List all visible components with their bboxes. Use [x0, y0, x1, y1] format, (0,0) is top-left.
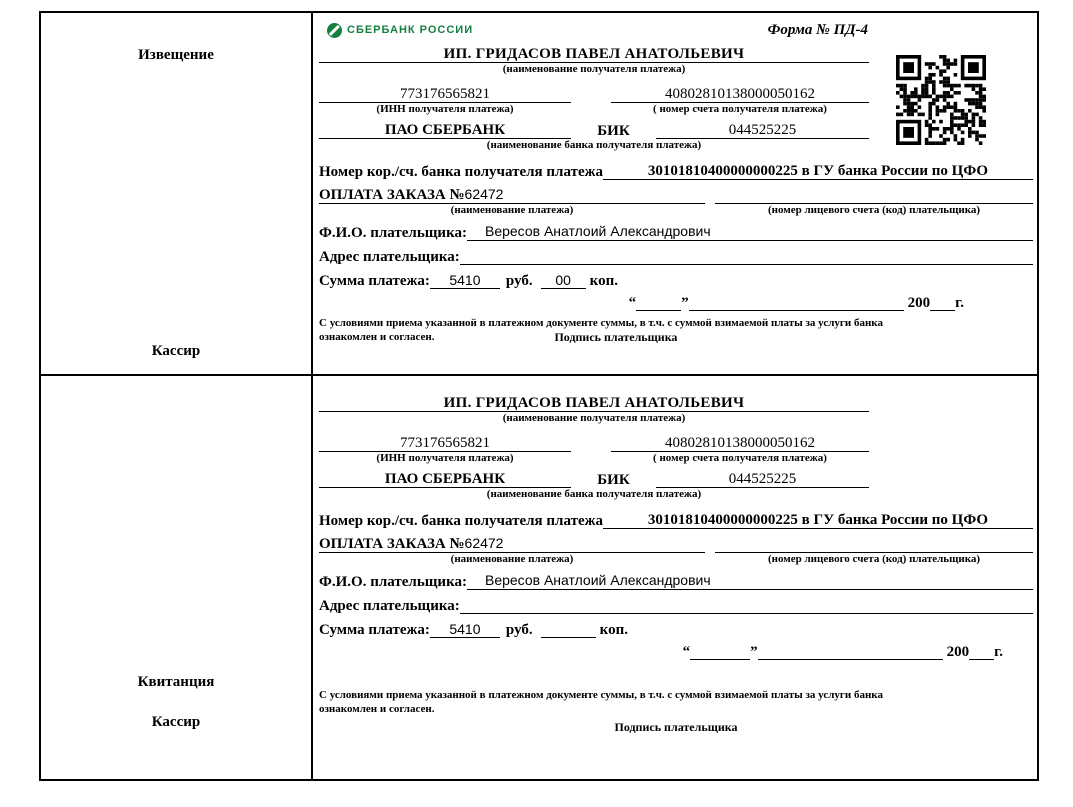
payment-name-line [319, 187, 705, 205]
year-prefix: 200 [907, 294, 931, 311]
terms-line2: ознакомлен и согласен. [319, 703, 435, 715]
payment-caption: (наименование платежа) [450, 204, 574, 216]
terms-line2: ознакомлен и согласен. [319, 331, 435, 343]
payer-address-label: Адрес плательщика: [319, 248, 460, 265]
payer-address-value [460, 264, 1033, 265]
recipient-caption: (наименование получателя платежа) [502, 412, 686, 424]
payer-name-value: Вересов Анатлоий Александрович [467, 224, 1033, 242]
recipient-caption: (наименование получателя платежа) [502, 63, 686, 75]
bik-label: БИК [597, 471, 630, 488]
receipt-cashier-label: Кассир [151, 714, 201, 730]
date-year-blank [969, 659, 994, 660]
bik-label: БИК [597, 122, 630, 139]
recipient-account: 40802810138000050162 [611, 86, 869, 104]
terms-text [319, 316, 979, 344]
kop-label: коп. [599, 621, 628, 638]
amount-label: Сумма платежа: [319, 272, 430, 289]
year-prefix: 200 [946, 643, 970, 660]
terms-line1: С условиями приема указанной в платежном документе суммы, в т.ч. с суммой взимаемой платы за услуги банка [319, 689, 883, 701]
notice-cashier-label: Кассир [151, 343, 201, 359]
sberbank-logo-icon [327, 23, 342, 38]
terms-line1: С условиями приема указанной в платежном документе суммы, в т.ч. с суммой взимаемой платы за услуги банка [319, 317, 883, 329]
sberbank-logo-text: СБЕРБАНК РОССИИ [347, 23, 474, 36]
personal-account-caption: (номер лицевого счета (код) плательщика) [767, 204, 981, 216]
bank-name: ПАО СБЕРБАНК [319, 471, 571, 489]
signature-label: Подпись плательщика [554, 330, 678, 344]
account-caption: ( номер счета получателя платежа) [653, 103, 827, 115]
corr-account-label: Номер кор./сч. банка получателя платежа [319, 512, 603, 529]
date-year-blank [930, 310, 955, 311]
payment-form-pd4 [39, 11, 1039, 781]
date-month-blank [689, 310, 904, 311]
payment-name-label: ОПЛАТА ЗАКАЗА № [319, 186, 465, 203]
notice-label: Извещение [138, 47, 214, 63]
amount-kop-value [541, 637, 596, 638]
payer-name-label: Ф.И.О. плательщика: [319, 224, 467, 241]
date-day-blank [636, 310, 681, 311]
payer-name-value: Вересов Анатлоий Александрович [467, 573, 1033, 591]
payer-name-label: Ф.И.О. плательщика: [319, 573, 467, 590]
corr-account-label: Номер кор./сч. банка получателя платежа [319, 163, 603, 180]
payment-name-line [319, 536, 705, 554]
year-suffix: г. [994, 643, 1003, 660]
payment-name-label: ОПЛАТА ЗАКАЗА № [319, 535, 465, 552]
receipt-recipient-block [319, 392, 875, 501]
payer-address-value [460, 613, 1033, 614]
date-day-blank [690, 659, 750, 660]
rub-label: руб. [505, 621, 533, 638]
order-number: 62472 [464, 534, 504, 551]
sberbank-logo [327, 23, 473, 38]
corr-account-value: 30101810400000000225 в ГУ банка России по ЦФО [603, 163, 1033, 181]
kop-label: коп. [589, 272, 618, 289]
payment-caption: (наименование платежа) [450, 553, 574, 565]
signature-label: Подпись плательщика [614, 720, 738, 734]
receipt-side-column [41, 376, 313, 779]
amount-label: Сумма платежа: [319, 621, 430, 638]
notice-form [313, 13, 1037, 374]
notice-recipient-block [319, 43, 875, 152]
rub-label: руб. [505, 272, 533, 289]
amount-kop-value: 00 [541, 273, 586, 289]
inn-caption: (ИНН получателя платежа) [376, 452, 514, 464]
recipient-inn: 773176565821 [319, 86, 571, 104]
recipient-name: ИП. ГРИДАСОВ ПАВЕЛ АНАТОЛЬЕВИЧ [319, 46, 869, 64]
amount-rub-value: 5410 [430, 622, 500, 638]
recipient-name: ИП. ГРИДАСОВ ПАВЕЛ АНАТОЛЬЕВИЧ [319, 395, 869, 413]
recipient-inn: 773176565821 [319, 435, 571, 453]
receipt-label: Квитанция [137, 674, 215, 690]
notice-side-column [41, 13, 313, 374]
inn-caption: (ИНН получателя платежа) [376, 103, 514, 115]
date-line: “ ” 200 г. [682, 643, 1003, 660]
corr-account-value: 30101810400000000225 в ГУ банка России по ЦФО [603, 512, 1033, 530]
bank-caption: (наименование банка получателя платежа) [486, 488, 702, 500]
form-number: Форма № ПД-4 [767, 21, 868, 38]
bank-caption: (наименование банка получателя платежа) [486, 139, 702, 151]
receipt-section [41, 374, 1037, 779]
date-month-blank [758, 659, 943, 660]
payer-address-label: Адрес плательщика: [319, 597, 460, 614]
personal-account-caption: (номер лицевого счета (код) плательщика) [767, 553, 981, 565]
account-caption: ( номер счета получателя платежа) [653, 452, 827, 464]
notice-header-row [319, 21, 1033, 39]
order-number: 62472 [464, 185, 504, 202]
date-line: “ ” 200 г. [628, 294, 964, 311]
terms-text [319, 688, 979, 716]
receipt-form [313, 376, 1037, 779]
recipient-account: 40802810138000050162 [611, 435, 869, 453]
notice-section [41, 13, 1037, 374]
amount-rub-value: 5410 [430, 273, 500, 289]
qr-code [896, 55, 986, 145]
bank-name: ПАО СБЕРБАНК [319, 122, 571, 140]
bik-value: 044525225 [656, 471, 869, 489]
year-suffix: г. [955, 294, 964, 311]
bik-value: 044525225 [656, 122, 869, 140]
